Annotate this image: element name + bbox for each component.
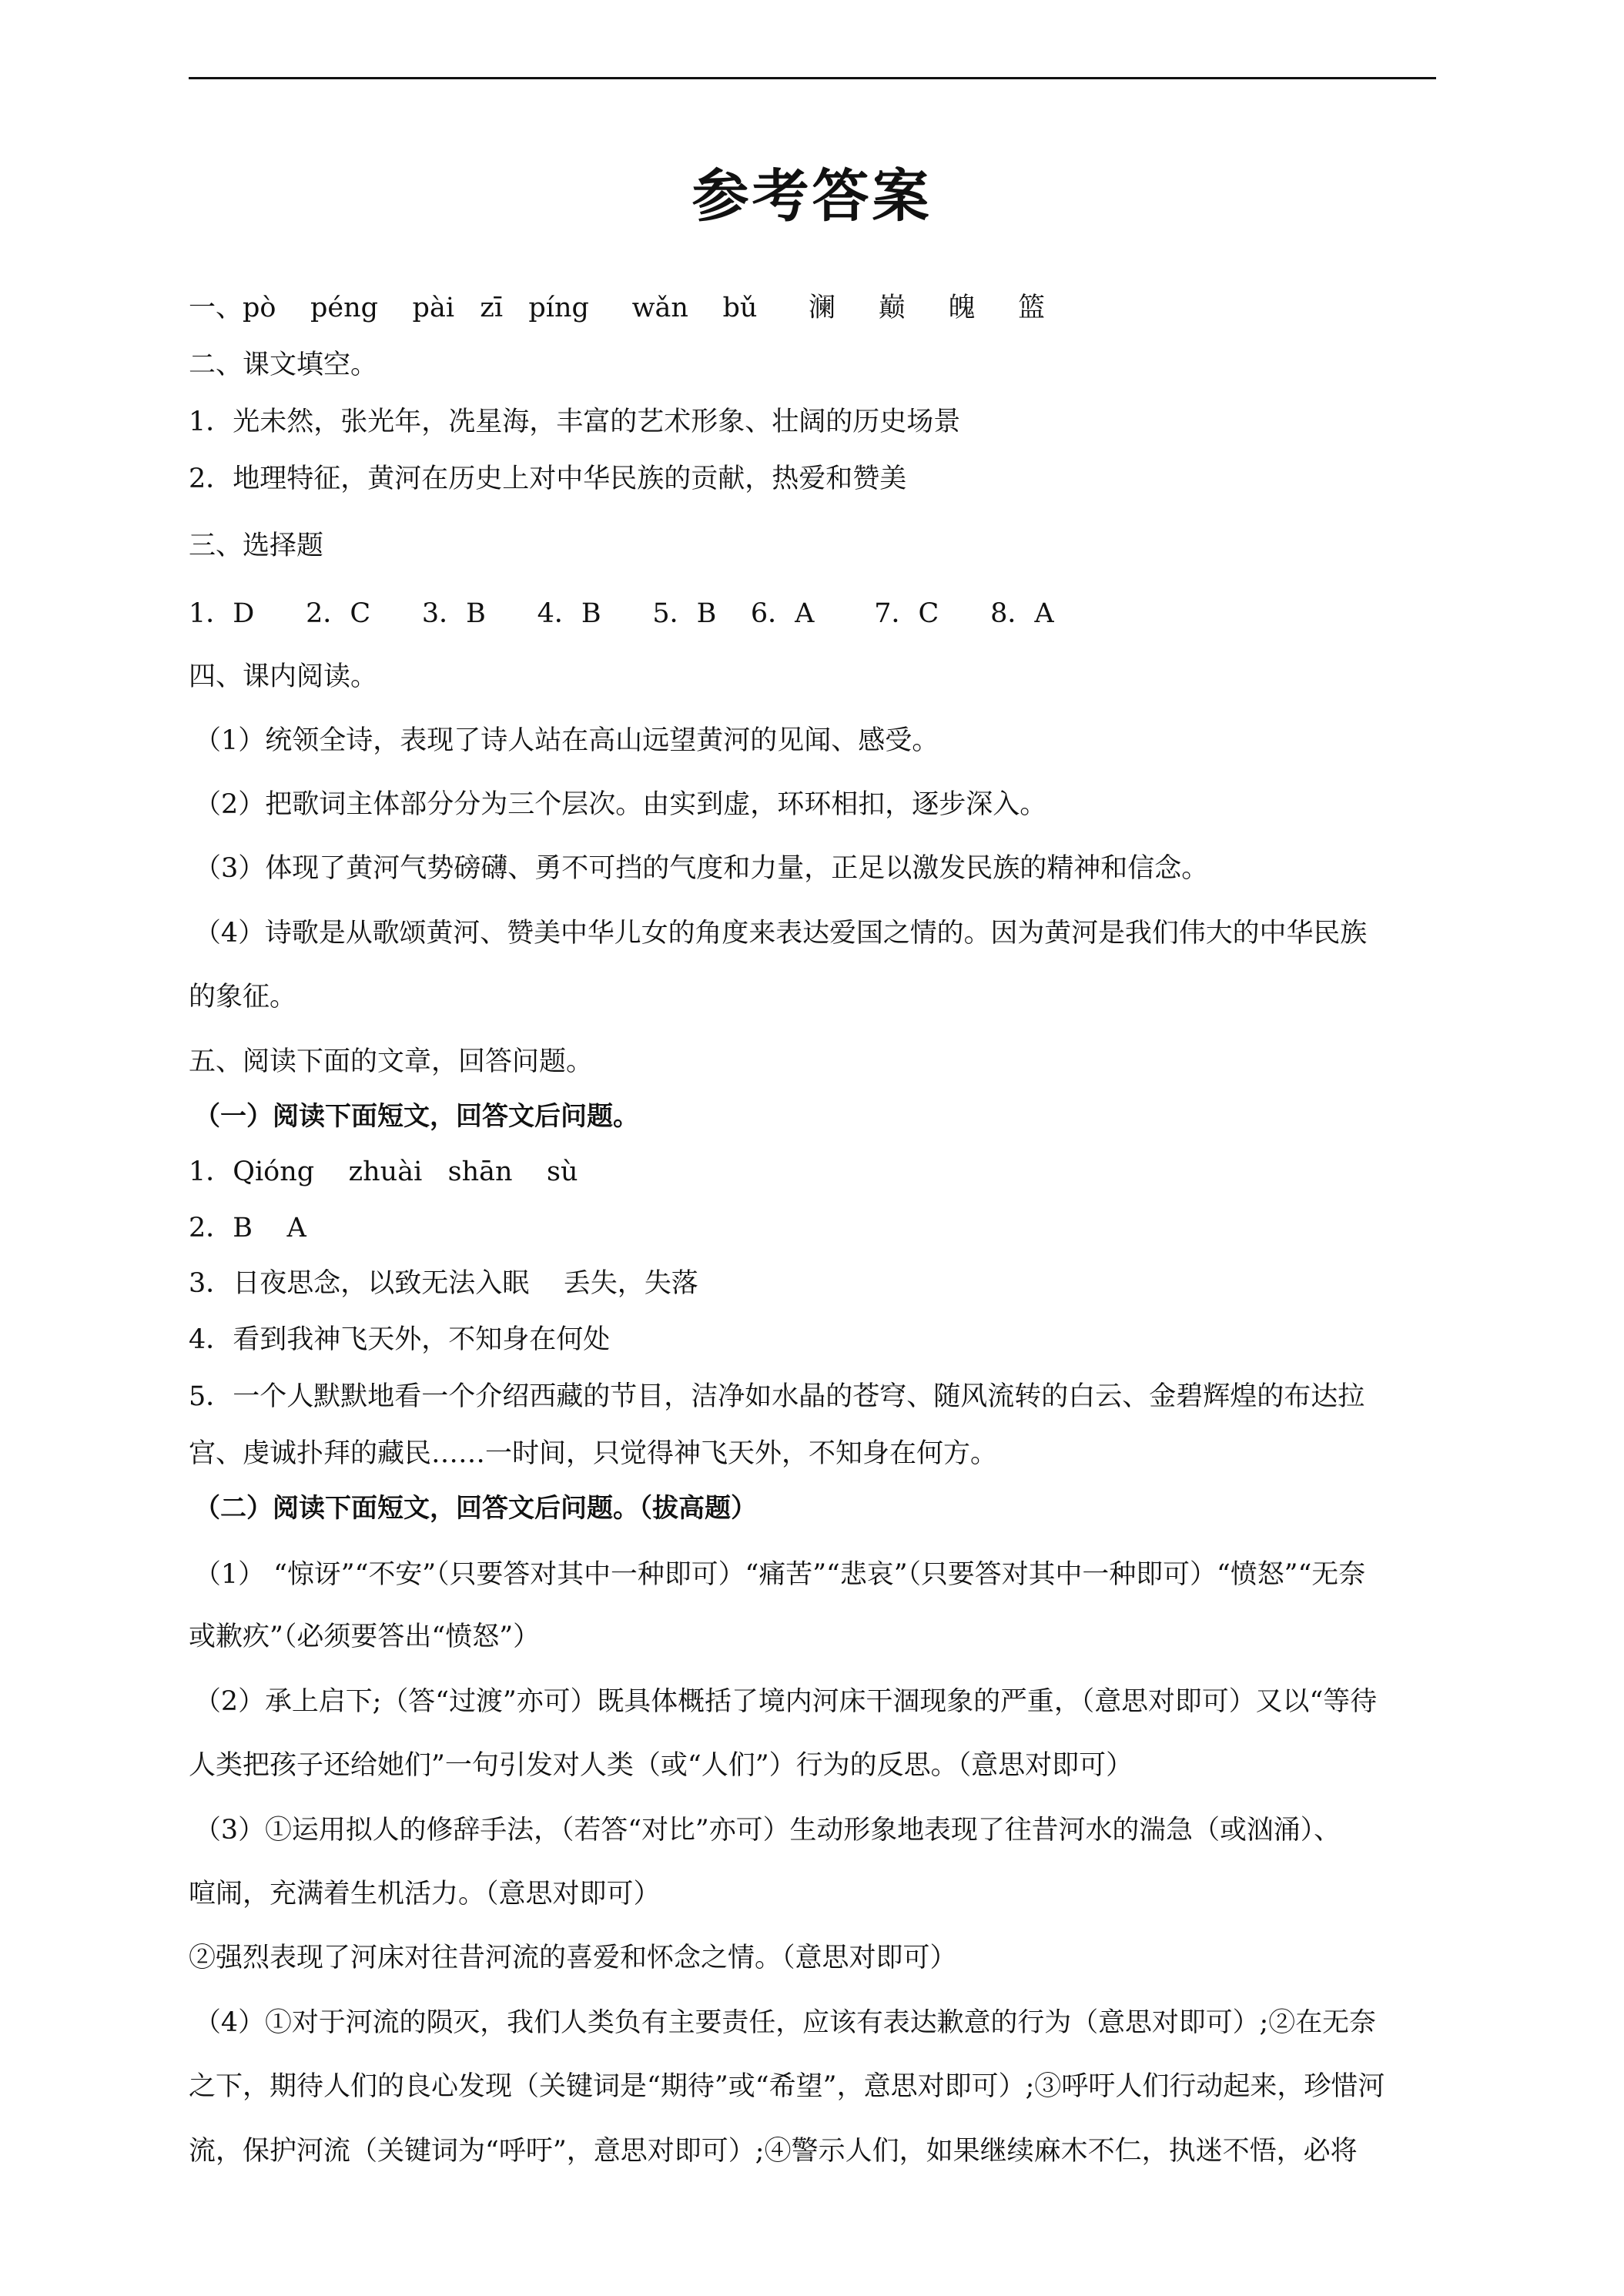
answer-line: 的象征。 — [189, 982, 297, 1012]
answer-line: 1．D 2．C 3．B 4．B 5．B 6．A 7．C 8．A — [189, 598, 1054, 629]
header-rule — [189, 77, 1436, 79]
section-heading: 四、课内阅读。 — [189, 661, 378, 692]
answer-line: 1．Qióng zhuài shān sù — [189, 1156, 578, 1187]
answer-line: （1） “惊讶”“不安”（只要答对其中一种即可）“痛苦”“悲哀”（只要答对其中一种即可）“愤怒”“无奈 — [194, 1559, 1366, 1590]
section-heading: 三、选择题 — [189, 530, 324, 561]
section-heading: 五、阅读下面的文章，回答问题。 — [189, 1046, 594, 1077]
answer-line: （2）把歌词主体部分分为三个层次。由实到虚，环环相扣，逐步深入。 — [194, 789, 1047, 820]
page-title: 参考答案 — [691, 163, 933, 229]
answer-line: （4）①对于河流的陨灭，我们人类负有主要责任，应该有表达歉意的行为（意思对即可）;②在无奈 — [194, 2007, 1376, 2038]
answer-line: 5．一个人默默地看一个介绍西藏的节目，洁净如水晶的苍穹、随风流转的白云、金碧辉煌的布达拉 — [189, 1381, 1365, 1412]
answer-line: ②强烈表现了河床对往昔河流的喜爱和怀念之情。（意思对即可） — [189, 1943, 957, 1973]
answer-line: （4）诗歌是从歌颂黄河、赞美中华儿女的角度来表达爱国之情的。因为黄河是我们伟大的中华民族 — [194, 918, 1368, 949]
answer-line: 或歉疚”（必须要答出“愤怒”） — [189, 1622, 541, 1652]
answer-line: （1）统领全诗，表现了诗人站在高山远望黄河的见闻、感受。 — [194, 725, 939, 756]
answer-line: （2）承上启下;（答“过渡”亦可）既具体概括了境内河床干涸现象的严重，（意思对即可）又以“等待 — [194, 1686, 1378, 1717]
answer-line: 4．看到我神飞天外，不知身在何处 — [189, 1324, 611, 1355]
subsection-heading: （一）阅读下面短文，回答文后问题。 — [194, 1101, 639, 1132]
answer-line: 2．B A — [189, 1213, 306, 1243]
answer-line: 人类把孩子还给她们”一句引发对人类（或“人们”）行为的反思。（意思对即可） — [189, 1750, 1133, 1781]
answer-line: 流，保护河流（关键词为“呼吁”，意思对即可）;④警示人们，如果继续麻木不仁，执迷不悟，必将 — [189, 2136, 1358, 2167]
answer-line: 2．地理特征，黄河在历史上对中华民族的贡献，热爱和赞美 — [189, 464, 907, 494]
answer-line: 喧闹，充满着生机活力。（意思对即可） — [189, 1879, 661, 1909]
section-heading: 二、课文填空。 — [189, 350, 378, 380]
subsection-heading: （二）阅读下面短文，回答文后问题。（拔高题） — [194, 1493, 757, 1524]
answer-line: 一、pò péng pài zī píng wǎn bǔ 澜 巅 魄 篮 — [189, 293, 1046, 323]
answer-line: （3）体现了黄河气势磅礴、勇不可挡的气度和力量，正足以激发民族的精神和信念。 — [194, 853, 1209, 884]
answer-line: 3．日夜思念，以致无法入眠 丢失，失落 — [189, 1268, 698, 1299]
answer-line: 1．光未然，张光年，冼星海，丰富的艺术形象、壮阔的历史场景 — [189, 407, 961, 437]
answer-line: （3）①运用拟人的修辞手法，（若答“对比”亦可）生动形象地表现了往昔河水的湍急（或汹涌）、 — [194, 1815, 1341, 1846]
answer-line: 之下，期待人们的良心发现（关键词是“期待”或“希望”，意思对即可）;③呼吁人们行动起来，珍惜河 — [189, 2071, 1385, 2102]
answer-line: 宫、虔诚扑拜的藏民……一时间，只觉得神飞天外，不知身在何方。 — [189, 1438, 998, 1469]
